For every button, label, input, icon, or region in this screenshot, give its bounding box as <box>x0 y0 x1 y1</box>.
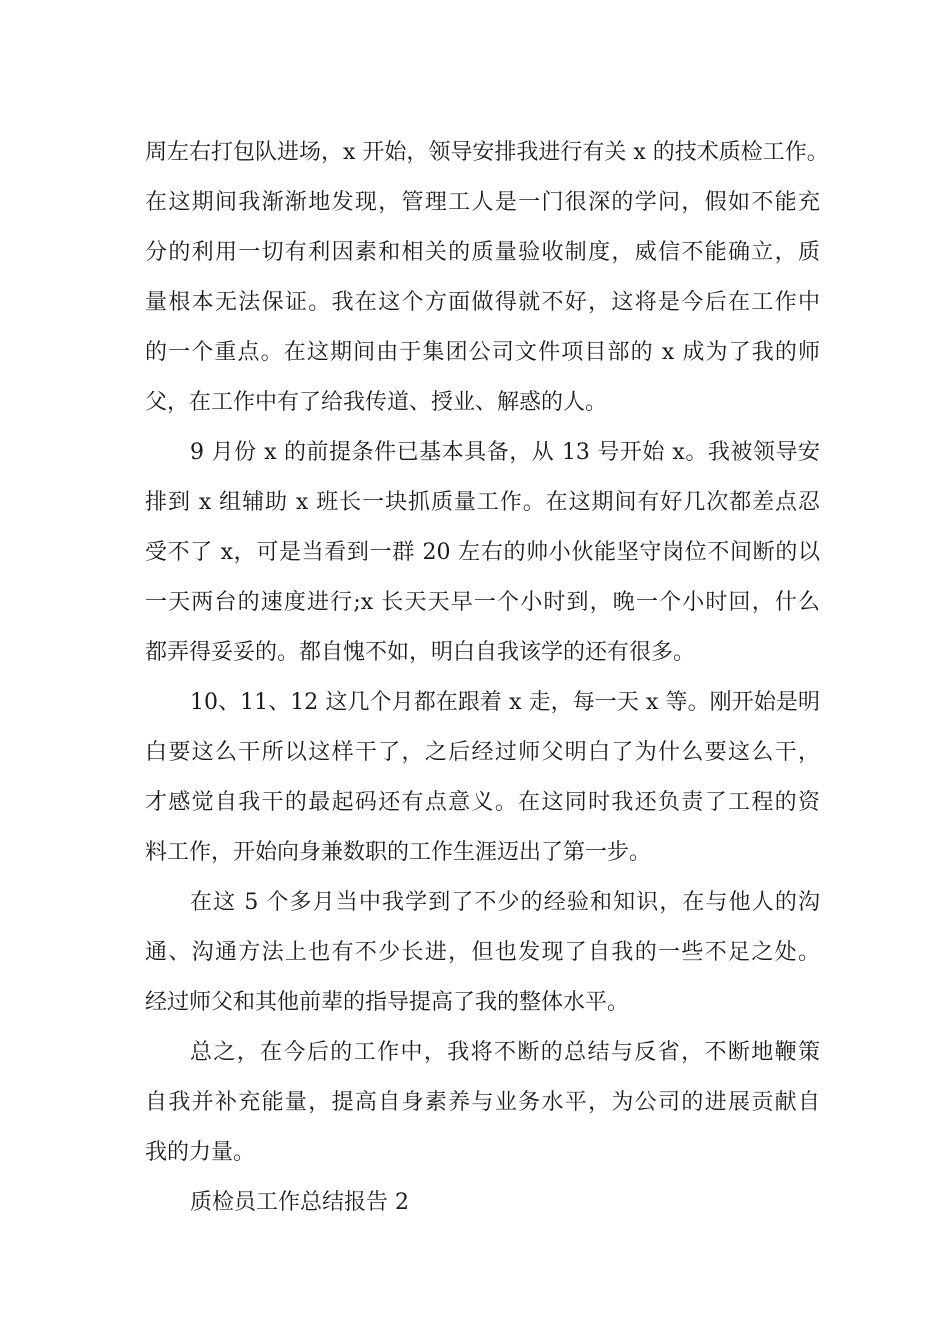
text-line: 料工作，开始向身兼数职的工作生涯迈出了第一步。 <box>145 840 652 865</box>
text-line: 在这 5 个多月当中我学到了不少的经验和知识，在与他人的沟 <box>190 890 820 915</box>
text-line: 通、沟通方法上也有不少长进，但也发现了自我的一些不足之处。 <box>145 940 820 965</box>
text-line: 9 月份 x 的前提条件已基本具备，从 13 号开始 x。我被领导安 <box>190 440 820 465</box>
document-body <box>145 128 829 1228</box>
text-line: 都弄得妥妥的。都自愧不如，明白自我该学的还有很多。 <box>145 640 696 665</box>
text-line: 自我并补充能量，提高自身素养与业务水平，为公司的进展贡献自 <box>145 1090 820 1115</box>
paragraph <box>145 428 820 678</box>
text-line: 的一个重点。在这期间由于集团公司文件项目部的 x 成为了我的师 <box>145 340 820 365</box>
text-line: 周左右打包队进场，x 开始，领导安排我进行有关 x 的技术质检工作。 <box>145 140 829 165</box>
text-line: 经过师父和其他前辈的指导提高了我的整体水平。 <box>145 990 630 1015</box>
text-line: 量根本无法保证。我在这个方面做得就不好，这将是今后在工作中 <box>145 290 820 315</box>
text-line: 总之，在今后的工作中，我将不断的总结与反省，不断地鞭策 <box>190 1040 820 1065</box>
text-line: 10、11、12 这几个月都在跟着 x 走，每一天 x 等。刚开始是明 <box>190 690 820 715</box>
text-line: 才感觉自我干的最起码还有点意义。在这同时我还负责了工程的资 <box>145 790 820 815</box>
paragraph <box>145 1028 820 1178</box>
text-line: 父，在工作中有了给我传道、授业、解惑的人。 <box>145 390 608 415</box>
paragraph <box>145 128 829 428</box>
paragraph <box>145 878 820 1028</box>
text-line: 我的力量。 <box>145 1140 256 1165</box>
text-line: 排到 x 组辅助 x 班长一块抓质量工作。在这期间有好几次都差点忍 <box>145 490 820 515</box>
text-line: 在这期间我渐渐地发现，管理工人是一门很深的学问，假如不能充 <box>145 190 820 215</box>
text-line: 一天两台的速度进行;x 长天天早一个小时到，晚一个小时回，什么 <box>145 590 820 615</box>
text-line: 分的利用一切有利因素和相关的质量验收制度，威信不能确立，质 <box>145 240 820 265</box>
paragraph <box>145 678 820 878</box>
text-line: 白要这么干所以这样干了，之后经过师父明白了为什么要这么干， <box>145 740 820 765</box>
section-heading: 质检员工作总结报告 2 <box>190 1190 409 1215</box>
text-line: 受不了 x，可是当看到一群 20 左右的帅小伙能坚守岗位不间断的以 <box>145 540 820 565</box>
